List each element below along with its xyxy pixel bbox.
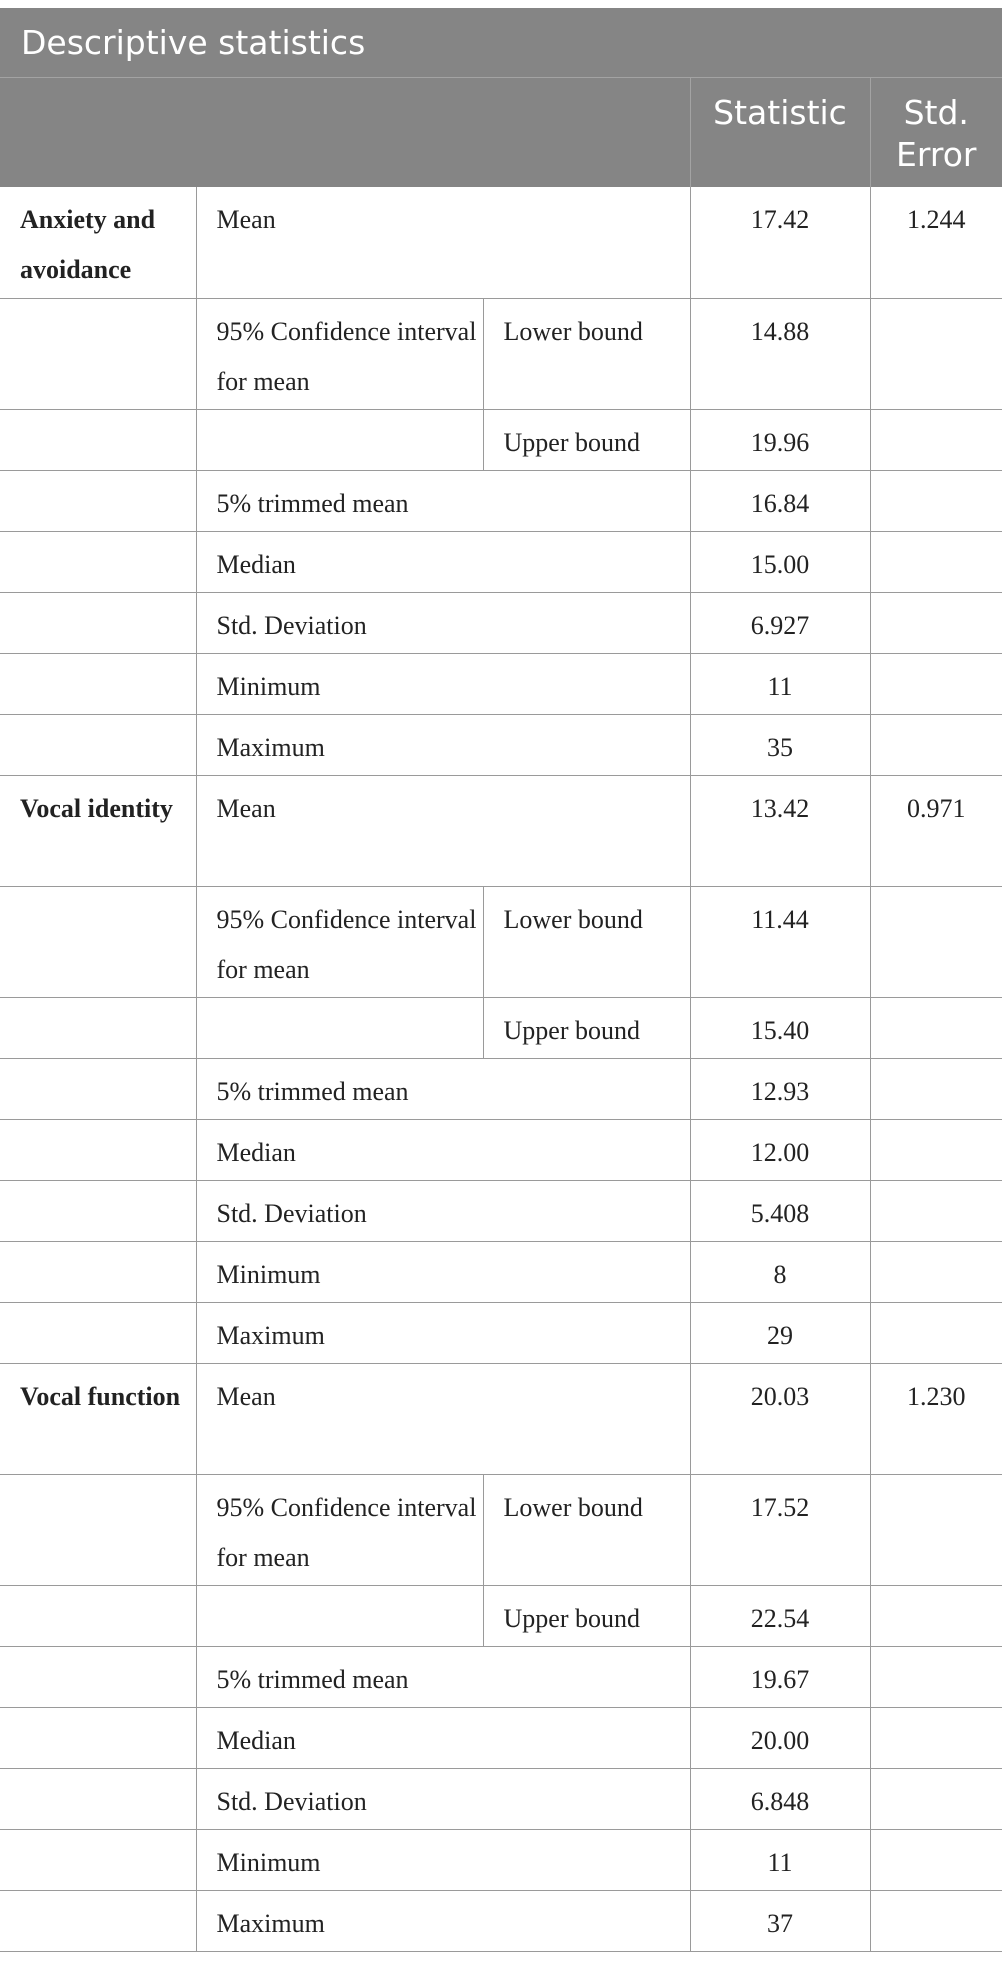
table-row [0, 1302, 1002, 1363]
blank-cell [870, 1585, 1002, 1646]
table-row [0, 1241, 1002, 1302]
blank-cell [870, 1646, 1002, 1707]
stat-label: Median [196, 531, 690, 592]
stat-label: Median [196, 1119, 690, 1180]
stat-label: Maximum [196, 1890, 690, 1951]
blank-cell [0, 1829, 196, 1890]
blank-cell [870, 997, 1002, 1058]
stat-label: 95% Confidence interval for mean [196, 886, 483, 997]
stat-label: 95% Confidence interval for mean [196, 1474, 483, 1585]
blank-cell [0, 1646, 196, 1707]
table-row [0, 470, 1002, 531]
table-body [0, 187, 1002, 1951]
statistic-value: 15.00 [690, 531, 870, 592]
blank-cell [0, 1890, 196, 1951]
table-row [0, 1119, 1002, 1180]
statistic-value: 12.93 [690, 1058, 870, 1119]
blank-cell [870, 1119, 1002, 1180]
table-row [0, 531, 1002, 592]
table-row [0, 997, 1002, 1058]
table-row [0, 1585, 1002, 1646]
table-row [0, 886, 1002, 997]
stat-label: Median [196, 1707, 690, 1768]
blank-cell [0, 531, 196, 592]
blank-cell [0, 409, 196, 470]
bound-label: Upper bound [483, 997, 690, 1058]
statistic-value: 8 [690, 1241, 870, 1302]
table-row [0, 1180, 1002, 1241]
blank-cell [0, 1119, 196, 1180]
table-row [0, 1707, 1002, 1768]
blank-cell [870, 1180, 1002, 1241]
blank-cell [0, 997, 196, 1058]
stat-label: Maximum [196, 714, 690, 775]
table-row [0, 1768, 1002, 1829]
blank-cell [0, 298, 196, 409]
statistic-value: 20.03 [690, 1363, 870, 1474]
std-error-value: 0.971 [870, 775, 1002, 886]
table-title: Descriptive statistics [0, 8, 1002, 77]
statistic-value: 5.408 [690, 1180, 870, 1241]
statistic-value: 19.67 [690, 1646, 870, 1707]
statistic-value: 29 [690, 1302, 870, 1363]
statistic-value: 6.848 [690, 1768, 870, 1829]
statistic-value: 6.927 [690, 592, 870, 653]
blank-cell [196, 409, 483, 470]
blank-cell [0, 592, 196, 653]
header-std-error: Std. Error [870, 77, 1002, 187]
blank-cell [0, 1707, 196, 1768]
statistic-value: 22.54 [690, 1585, 870, 1646]
blank-cell [0, 1302, 196, 1363]
stat-label: Mean [196, 1363, 690, 1474]
bound-label: Lower bound [483, 298, 690, 409]
blank-cell [0, 1474, 196, 1585]
blank-cell [196, 1585, 483, 1646]
blank-cell [0, 714, 196, 775]
statistic-value: 19.96 [690, 409, 870, 470]
blank-cell [870, 592, 1002, 653]
statistic-value: 14.88 [690, 298, 870, 409]
statistic-value: 20.00 [690, 1707, 870, 1768]
std-error-value: 1.230 [870, 1363, 1002, 1474]
blank-cell [870, 1829, 1002, 1890]
table-row [0, 298, 1002, 409]
stat-label: Minimum [196, 1241, 690, 1302]
blank-cell [870, 470, 1002, 531]
blank-cell [0, 1768, 196, 1829]
statistic-value: 11 [690, 653, 870, 714]
bound-label: Lower bound [483, 1474, 690, 1585]
blank-cell [0, 1180, 196, 1241]
blank-cell [870, 1890, 1002, 1951]
table-row [0, 1829, 1002, 1890]
blank-cell [870, 298, 1002, 409]
header-statistic: Statistic [690, 77, 870, 187]
blank-cell [870, 714, 1002, 775]
stat-label: Std. Deviation [196, 1180, 690, 1241]
blank-cell [870, 409, 1002, 470]
statistic-value: 13.42 [690, 775, 870, 886]
stat-label: 5% trimmed mean [196, 1646, 690, 1707]
descriptive-statistics-table [0, 8, 1002, 1952]
blank-cell [870, 1707, 1002, 1768]
stat-label: Minimum [196, 1829, 690, 1890]
statistic-value: 15.40 [690, 997, 870, 1058]
bound-label: Lower bound [483, 886, 690, 997]
statistic-value: 17.52 [690, 1474, 870, 1585]
stat-label: Std. Deviation [196, 1768, 690, 1829]
stat-label: 95% Confidence interval for mean [196, 298, 483, 409]
blank-cell [870, 1241, 1002, 1302]
statistic-value: 37 [690, 1890, 870, 1951]
stat-label: Std. Deviation [196, 592, 690, 653]
blank-cell [870, 886, 1002, 997]
table-row [0, 714, 1002, 775]
blank-cell [870, 1768, 1002, 1829]
blank-cell [870, 531, 1002, 592]
blank-cell [0, 886, 196, 997]
blank-cell [196, 997, 483, 1058]
blank-cell [870, 1474, 1002, 1585]
group-label: Vocal function [0, 1363, 196, 1474]
table-row [0, 775, 1002, 886]
table-row [0, 187, 1002, 298]
table-row [0, 592, 1002, 653]
blank-cell [0, 1058, 196, 1119]
statistic-value: 16.84 [690, 470, 870, 531]
stat-label: Mean [196, 775, 690, 886]
group-label: Anxiety and avoidance [0, 187, 196, 298]
bound-label: Upper bound [483, 1585, 690, 1646]
statistic-value: 11.44 [690, 886, 870, 997]
group-label: Vocal identity [0, 775, 196, 886]
table-row [0, 1646, 1002, 1707]
stat-label: Mean [196, 187, 690, 298]
std-error-value: 1.244 [870, 187, 1002, 298]
blank-cell [0, 470, 196, 531]
table-row [0, 1363, 1002, 1474]
blank-cell [870, 1058, 1002, 1119]
blank-cell [0, 653, 196, 714]
table-row [0, 653, 1002, 714]
statistic-value: 12.00 [690, 1119, 870, 1180]
stat-label: Minimum [196, 653, 690, 714]
blank-cell [870, 653, 1002, 714]
blank-cell [870, 1302, 1002, 1363]
table-row [0, 409, 1002, 470]
blank-cell [0, 1585, 196, 1646]
stat-label: Maximum [196, 1302, 690, 1363]
statistic-value: 11 [690, 1829, 870, 1890]
statistic-value: 35 [690, 714, 870, 775]
blank-cell [0, 1241, 196, 1302]
header-blank [0, 77, 690, 187]
stat-label: 5% trimmed mean [196, 470, 690, 531]
table-row [0, 1474, 1002, 1585]
stat-label: 5% trimmed mean [196, 1058, 690, 1119]
bound-label: Upper bound [483, 409, 690, 470]
table-row [0, 1890, 1002, 1951]
table-row [0, 1058, 1002, 1119]
statistic-value: 17.42 [690, 187, 870, 298]
